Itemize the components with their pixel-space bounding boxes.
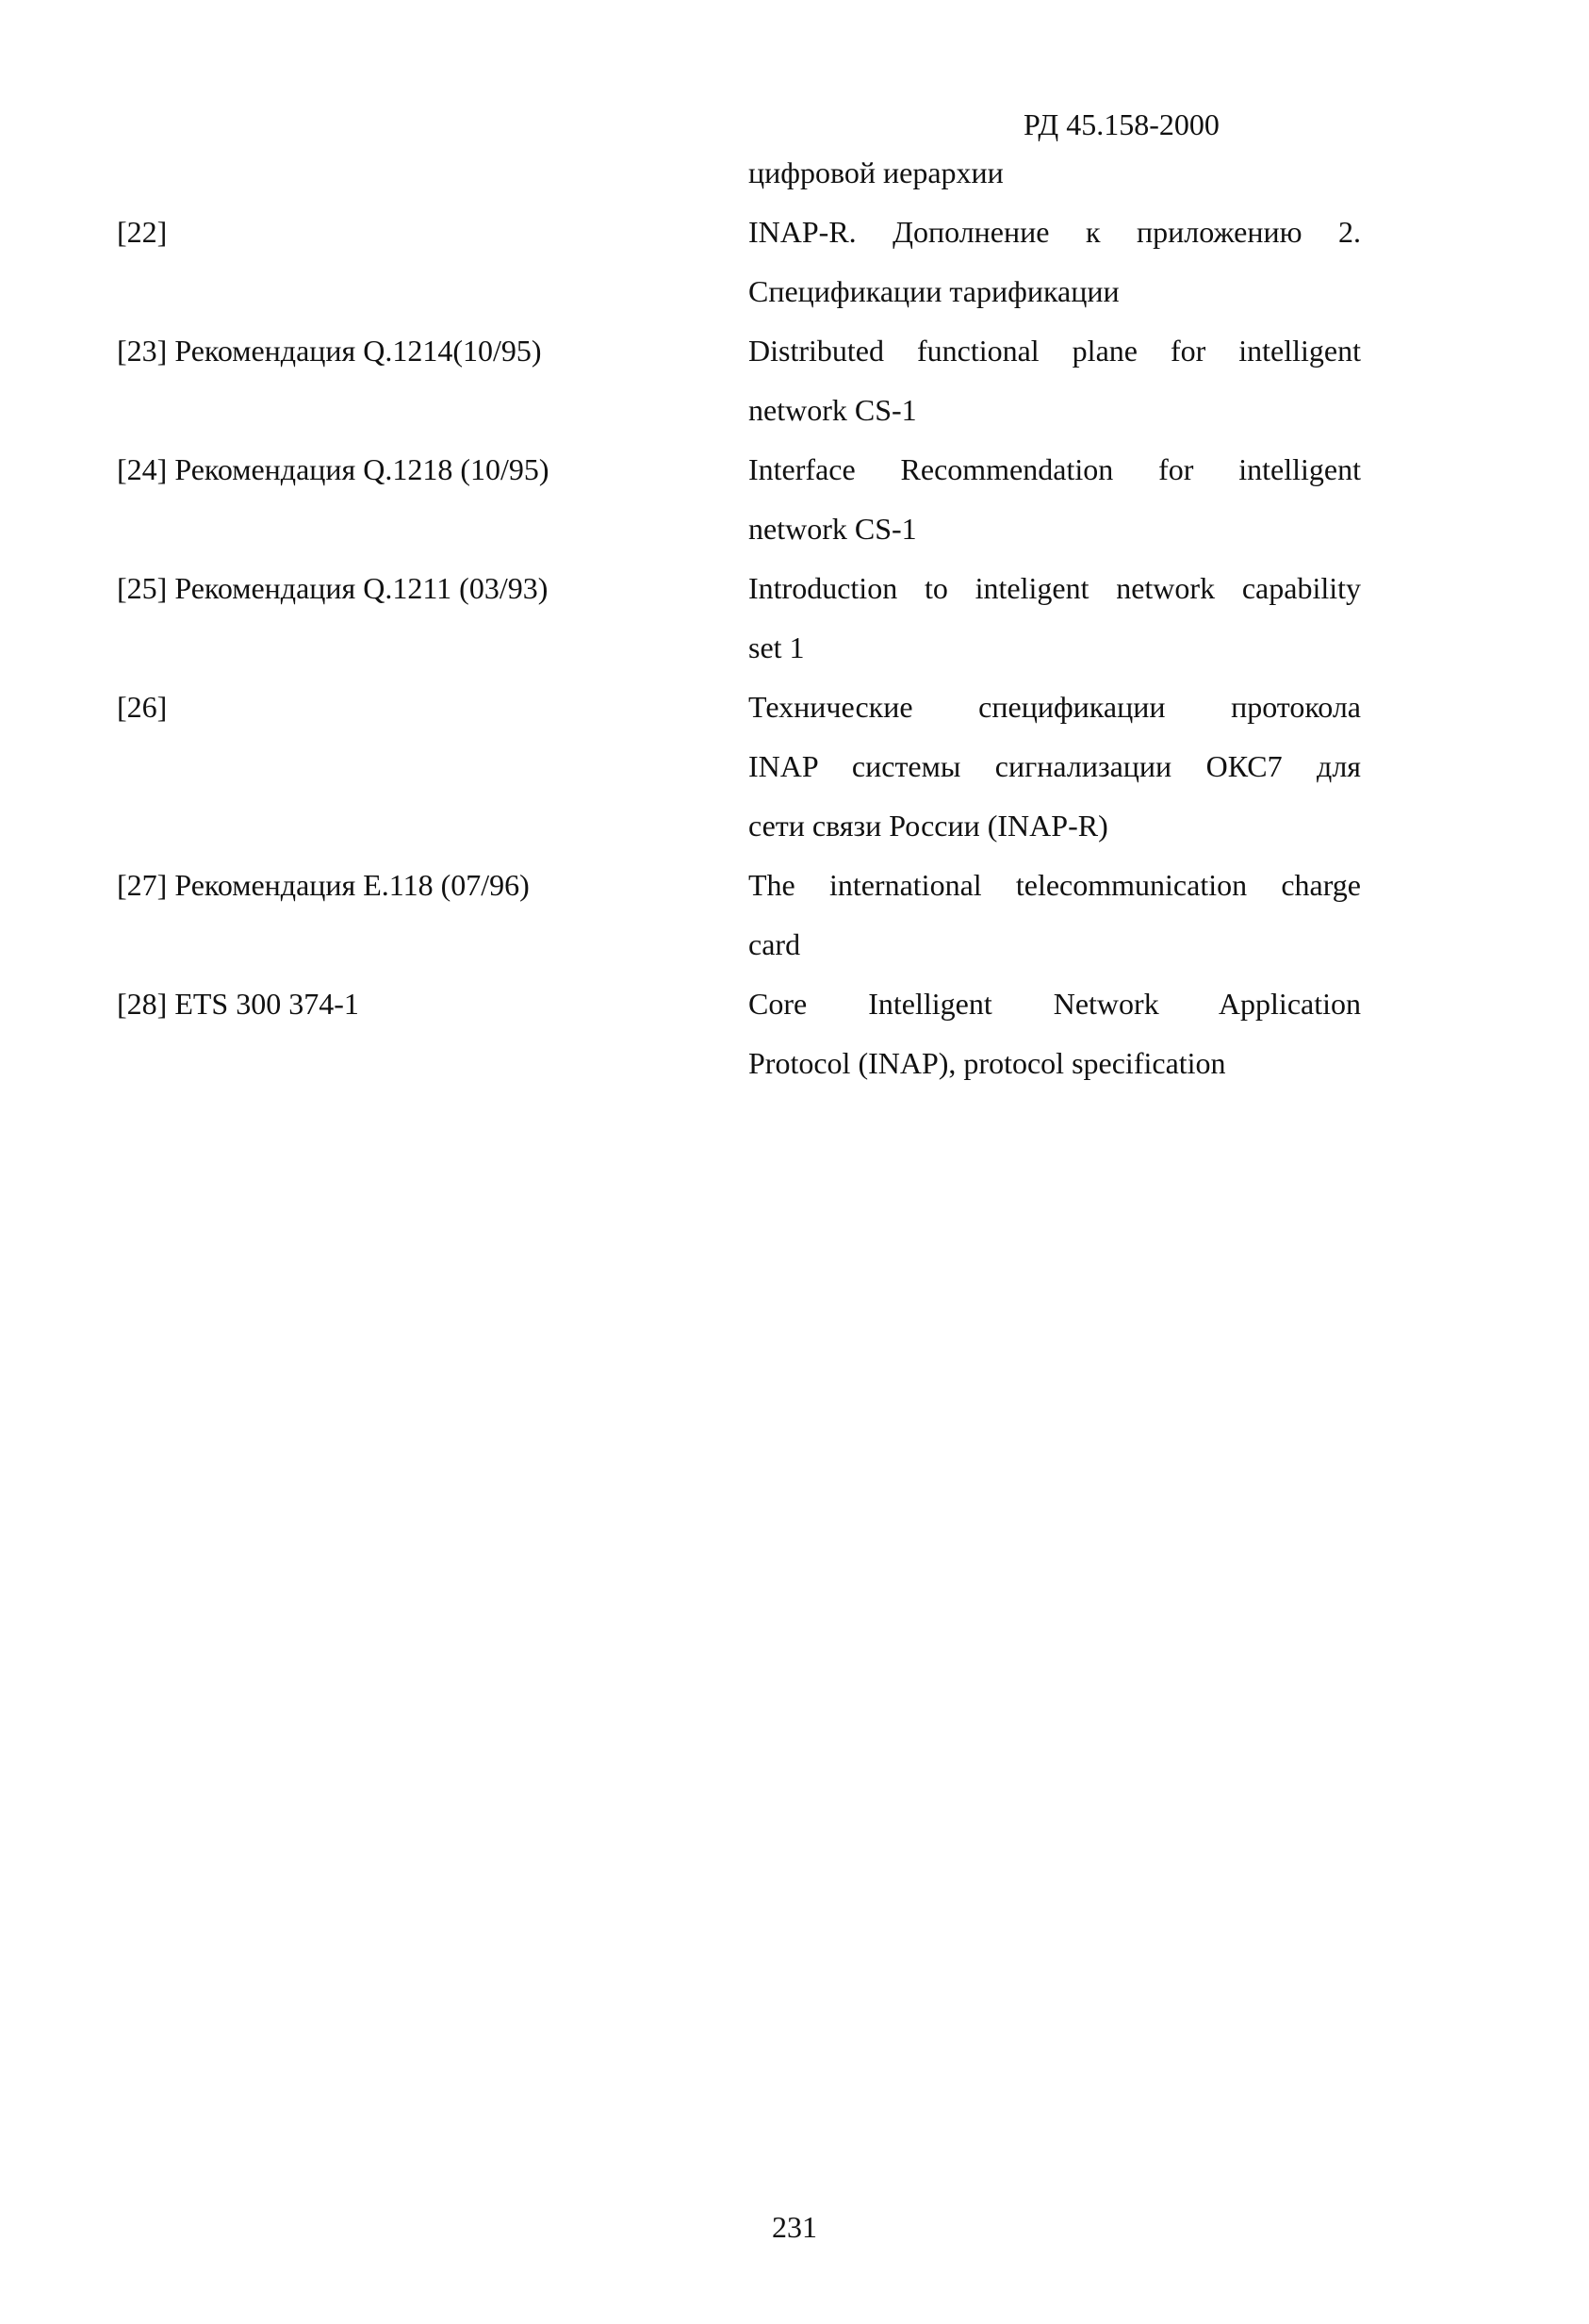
reference-title-line: network CS-1 (748, 512, 917, 546)
reference-title-line: Distributed functional plane for intelligent (748, 334, 1361, 368)
reference-title (748, 143, 1361, 203)
reference-entry (0, 203, 1589, 321)
reference-entry (0, 440, 1589, 559)
reference-title-line: network CS-1 (748, 393, 917, 427)
reference-title-line: цифровой иерархии (748, 155, 1004, 189)
reference-list (0, 143, 1589, 1093)
reference-source: [28] ETS 300 374-1 (117, 987, 359, 1021)
reference-title (748, 440, 1361, 559)
reference-entry (0, 974, 1589, 1093)
reference-title (748, 321, 1361, 440)
page-number: 231 (772, 2210, 817, 2244)
reference-title-line: Introduction to inteligent network capability (748, 571, 1361, 605)
reference-source: [26] (117, 690, 168, 724)
reference-title-line: The international telecommunication charge (748, 868, 1361, 902)
reference-source: [27] Рекомендация Е.118 (07/96) (117, 868, 530, 902)
reference-title (748, 203, 1361, 321)
reference-title-line: Core Intelligent Network Application (748, 987, 1361, 1021)
reference-title-line: Interface Recommendation for intelligent (748, 452, 1361, 486)
reference-entry (0, 856, 1589, 974)
reference-source: [23] Рекомендация Q.1214(10/95) (117, 334, 542, 368)
reference-source: [25] Рекомендация Q.1211 (03/93) (117, 571, 549, 605)
reference-source: [22] (117, 215, 168, 249)
reference-title (748, 974, 1361, 1093)
reference-title-line: set 1 (748, 630, 805, 664)
reference-title (748, 678, 1361, 856)
reference-title (748, 559, 1361, 678)
reference-entry (0, 678, 1589, 856)
reference-title-line: сети связи России (INAP-R) (748, 809, 1108, 843)
reference-title (748, 856, 1361, 974)
reference-title-line: Спецификации тарификации (748, 274, 1120, 308)
document-code: РД 45.158-2000 (1024, 107, 1220, 141)
reference-entry (0, 559, 1589, 678)
reference-title-line: INAP-R. Дополнение к приложению 2. (748, 215, 1361, 249)
reference-title-line: Protocol (INAP), protocol specification (748, 1046, 1226, 1080)
reference-source: [24] Рекомендация Q.1218 (10/95) (117, 452, 549, 486)
reference-title-line: card (748, 927, 801, 961)
reference-title-line: Технические спецификации протокола (748, 690, 1361, 724)
reference-entry (0, 143, 1589, 203)
reference-title-line: INAP системы сигнализации ОКС7 для (748, 749, 1361, 783)
reference-entry (0, 321, 1589, 440)
